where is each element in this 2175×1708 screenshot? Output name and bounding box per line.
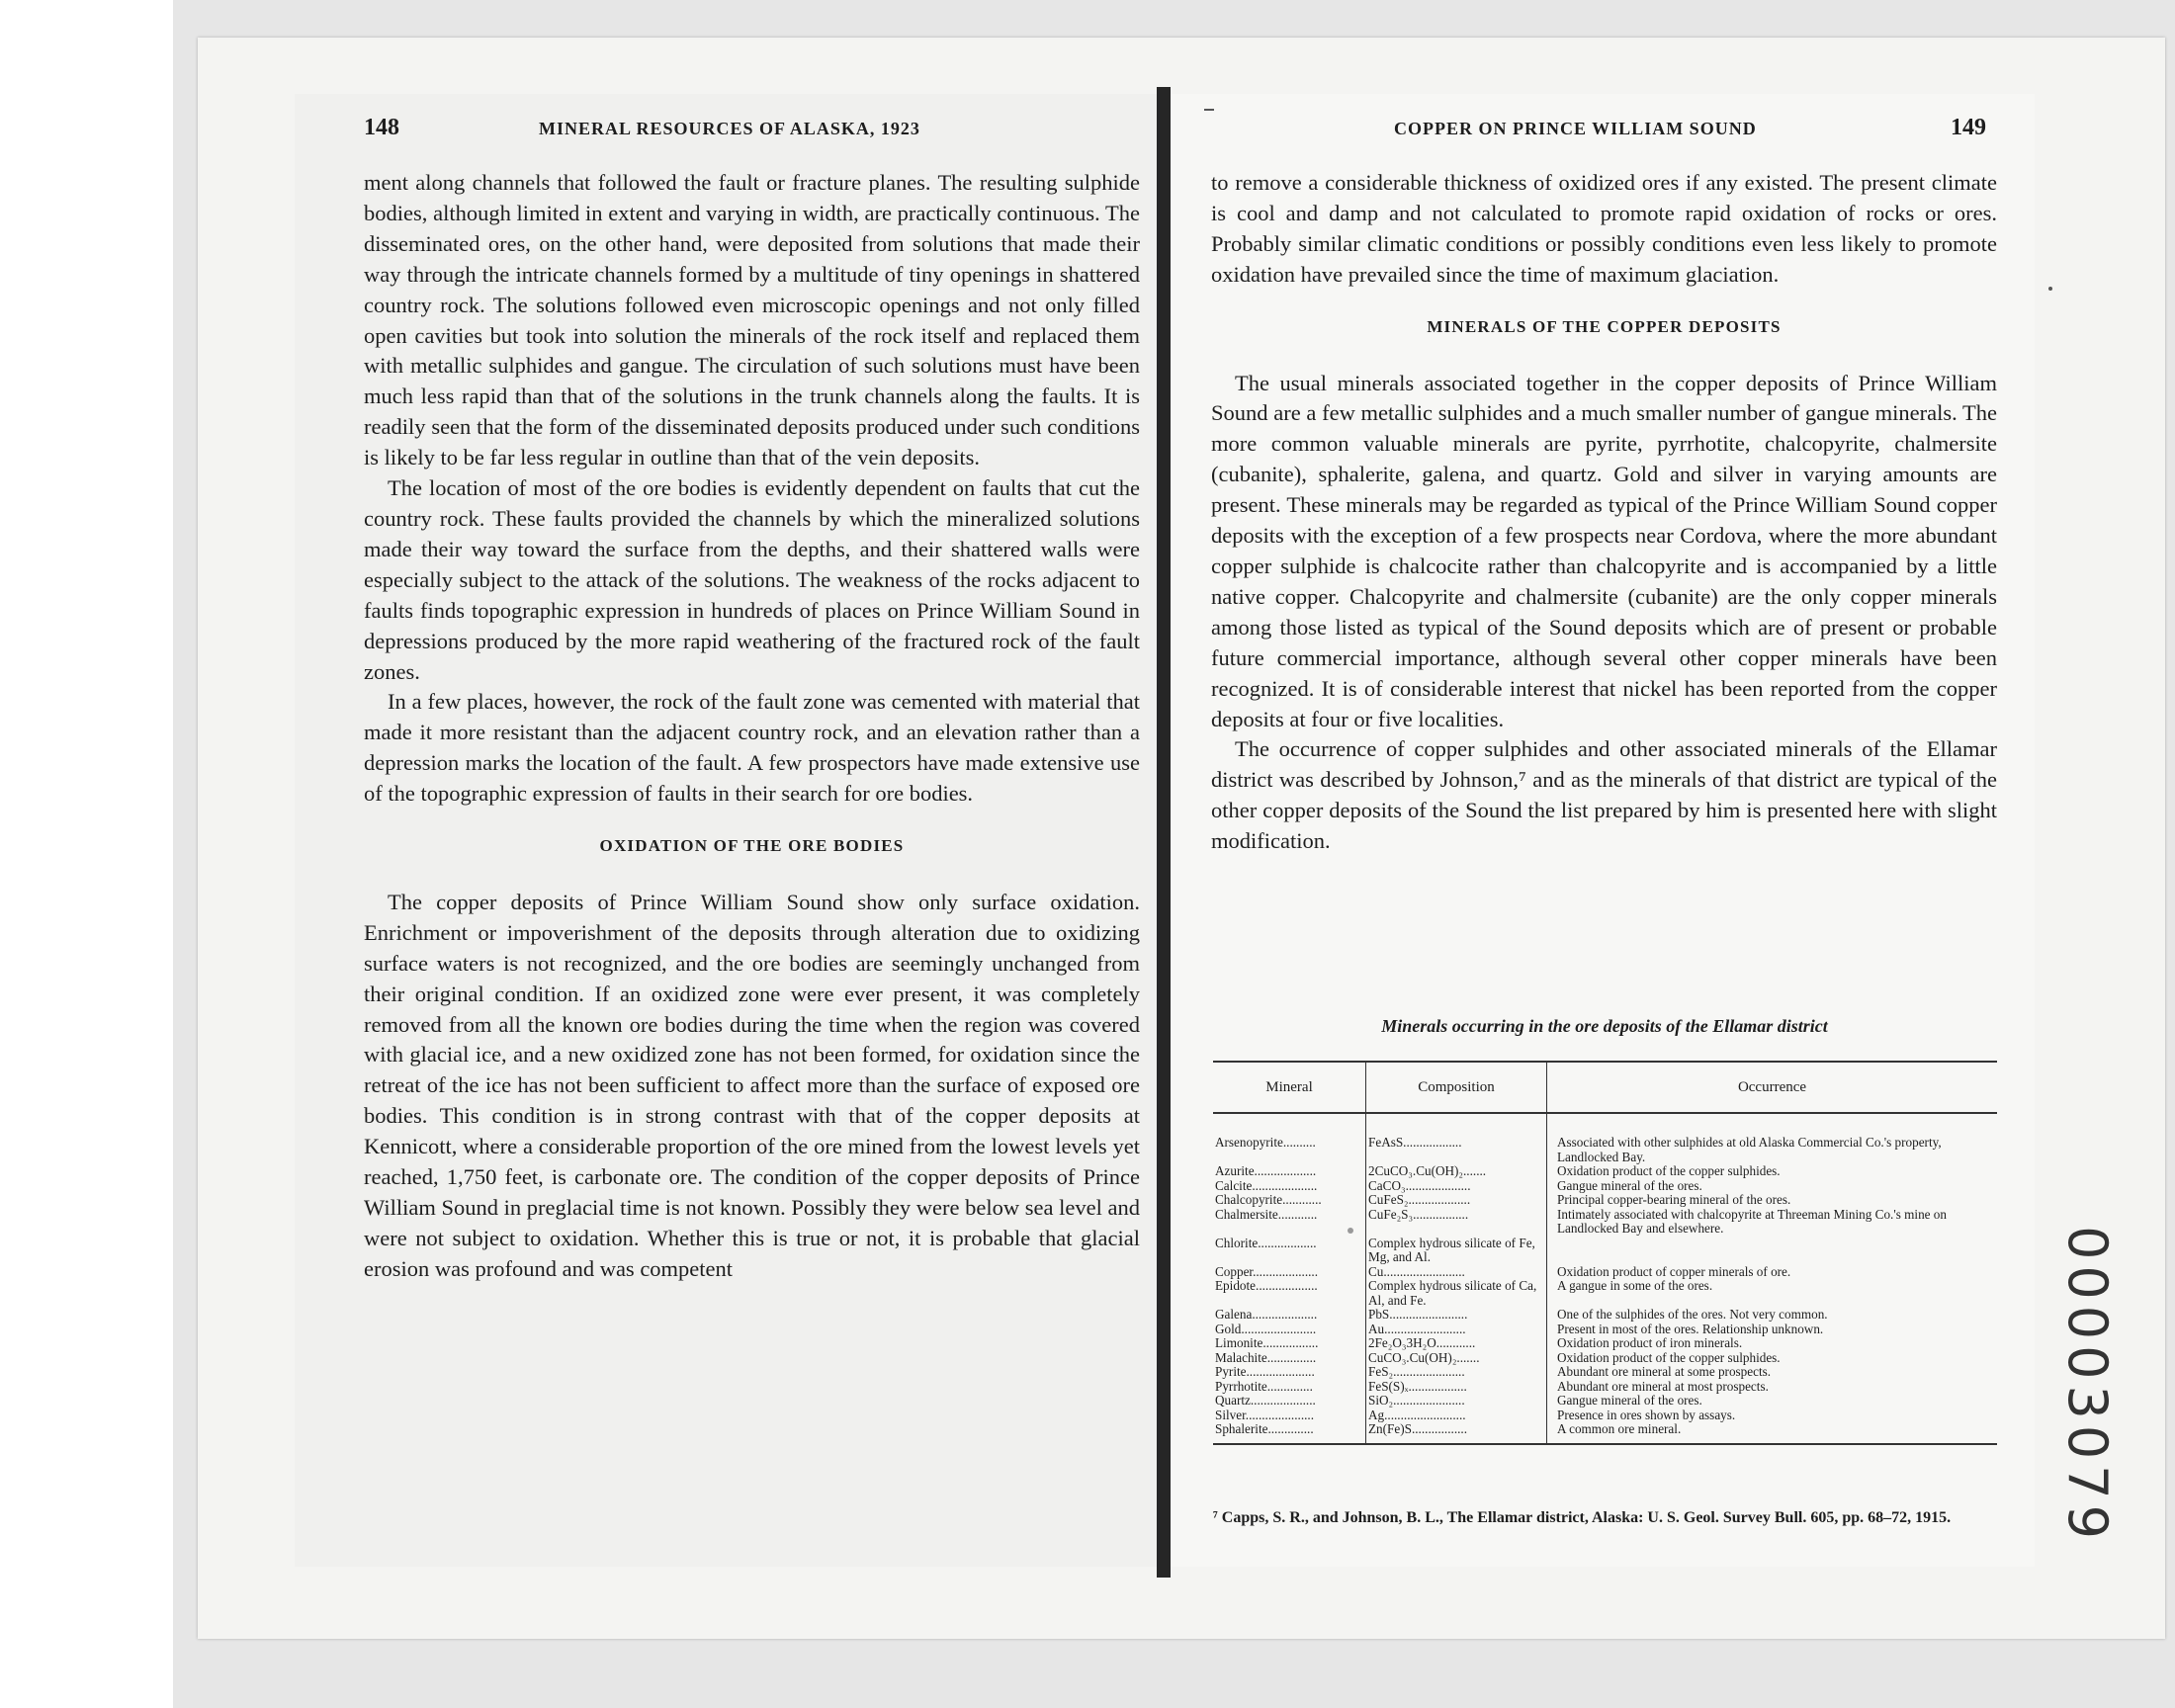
occurrence-cell: A common ore mineral.: [1547, 1422, 1998, 1444]
table-row: [1213, 1193, 1997, 1208]
table-row: [1213, 1336, 1997, 1351]
composition-cell: Complex hydrous silicate of Ca, Al, and Fe.: [1366, 1279, 1547, 1308]
mineral-cell: Malachite...............: [1213, 1351, 1366, 1366]
right-running-head: COPPER ON PRINCE WILLIAM SOUND: [1394, 119, 1757, 138]
composition-cell: Ag.........................: [1366, 1409, 1547, 1423]
book-gutter: [1157, 87, 1171, 1578]
composition-cell: Zn(Fe)S.................: [1366, 1422, 1547, 1444]
composition-cell: 2CuCO₃.Cu(OH)₂.......: [1366, 1164, 1547, 1179]
table-row: [1213, 1351, 1997, 1366]
mineral-cell: Silver.....................: [1213, 1409, 1366, 1423]
occurrence-cell: Oxidation product of the copper sulphides.: [1557, 1349, 1781, 1365]
mineral-cell: Pyrite.....................: [1213, 1365, 1366, 1380]
mineral-cell: Limonite.................: [1213, 1336, 1366, 1351]
table-header-composition: Composition: [1366, 1062, 1547, 1113]
occurrence-cell: A gangue in some of the ores.: [1557, 1278, 1713, 1293]
occurrence-cell: Abundant ore mineral at some prospects.: [1557, 1364, 1772, 1379]
occurrence-cell: Gangue mineral of the ores.: [1557, 1393, 1702, 1408]
table-row: [1213, 1365, 1997, 1380]
scan-speck: [1348, 1228, 1353, 1234]
table-row: [1213, 1409, 1997, 1423]
composition-cell: CuFe₂S₃.................: [1366, 1208, 1547, 1237]
right-page-number: 149: [1951, 115, 1986, 140]
table-row: [1213, 1279, 1997, 1308]
left-running-head: MINERAL RESOURCES OF ALASKA, 1923: [539, 119, 920, 138]
composition-cell: Au.........................: [1366, 1323, 1547, 1337]
mineral-cell: Azurite...................: [1213, 1164, 1366, 1179]
table-row: [1213, 1422, 1997, 1444]
table-caption: Minerals occurring in the ore deposits of the Ellamar district: [1381, 1016, 1828, 1036]
composition-cell: Cu.........................: [1366, 1265, 1547, 1280]
mineral-cell: Chalmersite............: [1213, 1208, 1366, 1237]
table-row: [1213, 1308, 1997, 1323]
right-section-heading: MINERALS OF THE COPPER DEPOSITS: [1427, 316, 1782, 336]
occurrence-cell: Gangue mineral of the ores.: [1557, 1177, 1702, 1193]
occurrence-cell: Oxidation product of copper minerals of ore.: [1557, 1263, 1791, 1279]
table-row: [1213, 1164, 1997, 1179]
left-text-column: [364, 168, 1140, 1285]
occurrence-cell: Intimately associated with chalcopyrite at Threeman Mining Co.'s mine on Landlocked Bay and elsewhere.: [1557, 1206, 1947, 1236]
composition-cell: Complex hydrous silicate of Fe, Mg, and Al.: [1366, 1237, 1547, 1265]
scan-speck: [1204, 109, 1214, 111]
composition-cell: PbS........................: [1366, 1308, 1547, 1323]
occurrence-cell: [1547, 1237, 1998, 1265]
mineral-cell: Chlorite..................: [1213, 1237, 1366, 1265]
table-row: [1213, 1237, 1997, 1265]
left-paragraph-3: In a few places, however, the rock of the fault zone was cemented with material that made it more resistant than the adjacent country rock, and an elevation rather than a depression marks the location of the fault. A few prospectors have made extensive use of the topographic expression of faults in their search for ore bodies.: [364, 689, 1140, 807]
mineral-cell: Gold.......................: [1213, 1323, 1366, 1337]
composition-cell: FeS₂......................: [1366, 1365, 1547, 1380]
table-row: [1213, 1265, 1997, 1280]
left-paragraph-1: ment along channels that followed the fault or fracture planes. The resulting sulphide bodies, although limited in extent and varying in width, are practically continuous. The disseminated ores, on the other hand, were deposited from solutions that made their way through the intricate channels formed by a multitude of tiny openings in shattered country rock. The solutions followed even microscopic openings and not only filled open cavities but took into solution the minerals of the rock itself and replaced them with metallic sulphides and gangue. The circulation of such solutions must have been much less rapid than that of the solutions in the trunk channels along the faults. It is readily seen that the form of the disseminated deposits produced under such conditions is likely to be far less regular in outline than that of the vein deposits.: [364, 170, 1140, 470]
mineral-cell: Quartz....................: [1213, 1394, 1366, 1409]
mineral-cell: Chalcopyrite............: [1213, 1193, 1366, 1208]
composition-cell: CaCO₃....................: [1366, 1179, 1547, 1194]
right-paragraph-2: The occurrence of copper sulphides and other associated minerals of the Ellamar district was described by Johnson,⁷ and as the minerals of that district are typical of the other copper deposits of the Sound the list prepared by him is presented here with slight modification.: [1211, 736, 1997, 854]
mineral-cell: Epidote...................: [1213, 1279, 1366, 1308]
composition-cell: FeAsS..................: [1366, 1113, 1547, 1164]
left-page-number: 148: [364, 115, 399, 140]
composition-cell: SiO₂......................: [1366, 1394, 1547, 1409]
footnote: ⁷ Capps, S. R., and Johnson, B. L., The Ellamar district, Alaska: U. S. Geol. Survey Bull. 605, pp. 68–72, 1915.: [1213, 1509, 1952, 1526]
left-paragraph-2: The location of most of the ore bodies is evidently dependent on faults that cut the country rock. These faults provided the channels by which the mineralized solutions made their way toward the surface from the depths, and their shattered walls were especially subject to the attack of the solutions. The weakness of the rocks adjacent to faults finds topographic expression in hundreds of places on Prince William Sound in depressions produced by the more rapid weathering of the fractured rock of the fault zones.: [364, 475, 1140, 684]
mineral-cell: Calcite....................: [1213, 1179, 1366, 1194]
margin-stamp: [1987, 1226, 2119, 1545]
table-row: [1213, 1323, 1997, 1337]
mineral-cell: Copper....................: [1213, 1265, 1366, 1280]
occurrence-cell: Associated with other sulphides at old Alaska Commercial Co.'s property, Landlocked Bay.: [1557, 1135, 1942, 1164]
right-opening-paragraph: to remove a considerable thickness of oxidized ores if any existed. The present climate is cool and damp and not calculated to promote rapid oxidation of rocks or ores. Probably similar climatic conditions or possibly conditions even less likely to promote oxidation have prevailed since the time of maximum glaciation.: [1211, 170, 1997, 287]
table-row: [1213, 1179, 1997, 1194]
minerals-table: [1213, 1061, 1997, 1445]
composition-cell: 2Fe₂O₃3H₂O............: [1366, 1336, 1547, 1351]
table-row: [1213, 1380, 1997, 1395]
scan-speck: [2048, 287, 2052, 291]
margin-stamp-number: 00003079: [2055, 1226, 2119, 1545]
table-row: [1213, 1394, 1997, 1409]
occurrence-cell: One of the sulphides of the ores. Not very common.: [1557, 1307, 1828, 1322]
composition-cell: CuFeS₂...................: [1366, 1193, 1547, 1208]
left-section-paragraph: The copper deposits of Prince William Sound show only surface oxidation. Enrichment or impoverishment of the deposits through alteration due to oxidizing surface waters is not recognized, and the ore bodies are seemingly unchanged from their original condition. If an oxidized zone were ever present, it was completely removed from all the known ore bodies during the time when the region was covered with glacial ice, and a new oxidized zone has not been formed, for oxidation since the retreat of the ice has not been sufficient to affect more than the surface of exposed ore bodies. This condition is in strong contrast with that of the copper deposits at Kennicott, where a considerable proportion of the ore mined from the lowest levels yet reached, 1,750 feet, is carbonate ore. The condition of the copper deposits of Prince William Sound in preglacial time is not known. Possibly they were below sea level and were not subject to oxidation. Whether this is true or not, it is probable that glacial erosion was profound and was competent: [364, 889, 1140, 1281]
table-row: [1213, 1208, 1997, 1237]
occurrence-cell: Present in most of the ores. Relationship unknown.: [1557, 1321, 1824, 1336]
mineral-cell: Galena....................: [1213, 1308, 1366, 1323]
table-row: [1213, 1113, 1997, 1164]
composition-cell: CuCO₃.Cu(OH)₂.......: [1366, 1351, 1547, 1366]
right-text-column: [1211, 168, 1997, 857]
mineral-cell: Arsenopyrite..........: [1213, 1113, 1366, 1164]
mineral-cell: Sphalerite..............: [1213, 1422, 1366, 1444]
occurrence-cell: Presence in ores shown by assays.: [1557, 1407, 1736, 1422]
table-header-occurrence: Occurrence: [1547, 1062, 1998, 1113]
mineral-cell: Pyrrhotite..............: [1213, 1380, 1366, 1395]
occurrence-cell: Oxidation product of the copper sulphides.: [1557, 1163, 1781, 1178]
occurrence-cell: Principal copper-bearing mineral of the ores.: [1557, 1192, 1791, 1207]
table-header-mineral: Mineral: [1213, 1062, 1366, 1113]
left-section-heading: OXIDATION OF THE ORE BODIES: [599, 836, 905, 856]
composition-cell: FeS(S)ₓ..................: [1366, 1380, 1547, 1395]
table-header-row: [1213, 1062, 1997, 1113]
occurrence-cell: Oxidation product of iron minerals.: [1557, 1335, 1743, 1350]
right-paragraph-1: The usual minerals associated together in the copper deposits of Prince William Sound are a few metallic sulphides and a much smaller number of gangue minerals. The more common valuable minerals are pyrite, pyrrhotite, chalcopyrite, chalmersite (cubanite), sphalerite, galena, and quartz. Gold and silver in varying amounts are present. These minerals may be regarded as typical of the Prince William Sound copper deposits with the exception of a few prospects near Cordova, where the more abundant copper sulphide is chalcocite rather than chalcopyrite and is accompanied by a little native copper. Chalcopyrite and chalmersite (cubanite) are the only copper minerals among those listed as typical of the Sound deposits which are of present or probable future commercial importance, although several other copper minerals have been recognized. It is of considerable interest that nickel has been reported from the copper deposits at four or five localities.: [1211, 370, 1997, 731]
occurrence-cell: Abundant ore mineral at most prospects.: [1557, 1378, 1769, 1394]
